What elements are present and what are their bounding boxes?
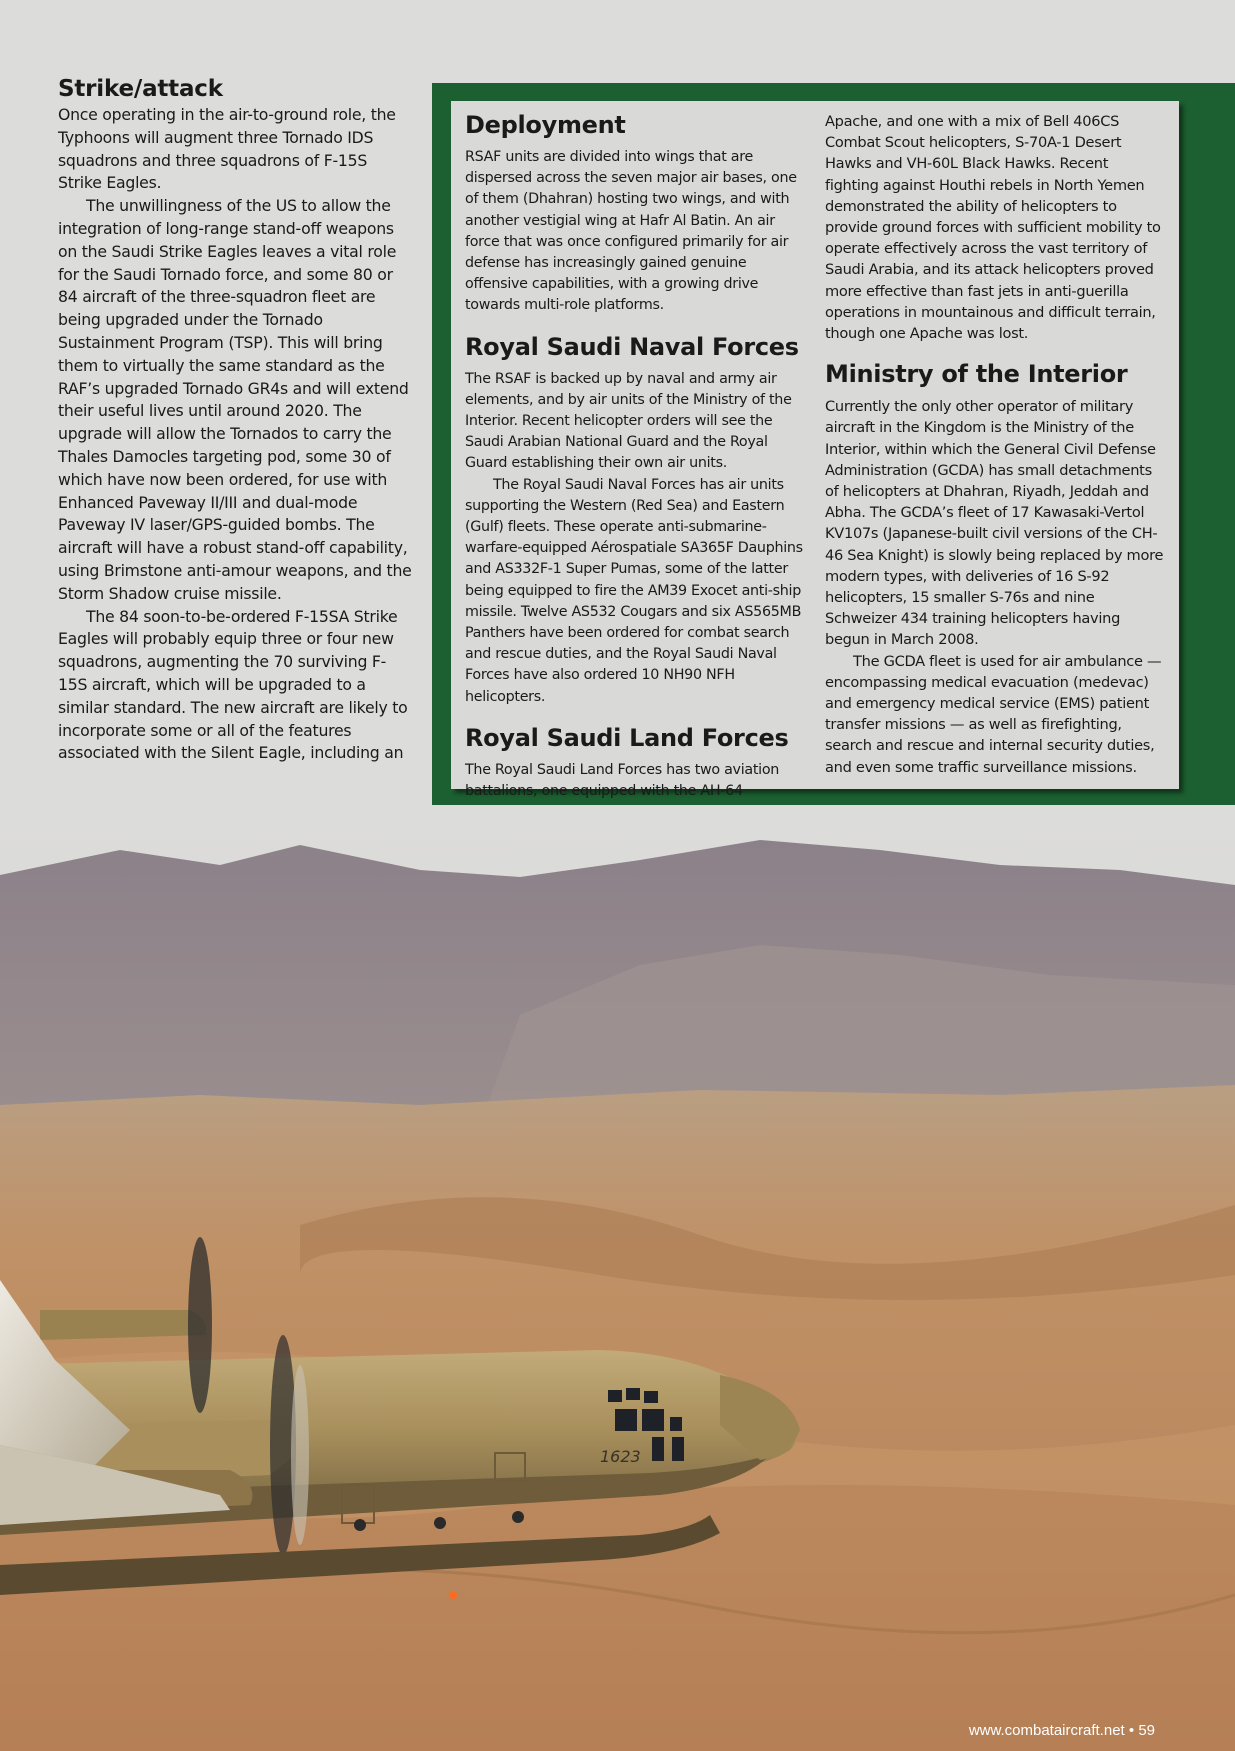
heading-naval-forces: Royal Saudi Naval Forces xyxy=(465,332,799,361)
article-paragraph-2: The unwillingness of the US to allow the integration of long-range stand-off weapons on the Saudi Strike Eagles leaves a vital role for the Saudi Tornado force, and some 80 or 84 aircraft of the three-squadron fleet are being upgraded under the Tornado Sustainment Program (TSP). This will bring them to virtually the same standard as the RAF’s upgraded Tornado GR4s and will extend their useful lives until around 2020. The upgrade will allow the Tornados to carry the Thales Damocles targeting pod, some 30 of which have now been ordered, for use with Enhanced Paveway II/III and dual-mode Paveway IV laser/GPS-guided bombs. The aircraft will have a robust stand-off capability, using Brimstone anti-amour weapons, and the Storm Shadow cruise missile. xyxy=(58,196,412,603)
heading-ministry-interior: Ministry of the Interior xyxy=(825,360,1128,389)
footer-separator: • xyxy=(1128,1722,1135,1739)
section-heading-strike-attack: Strike/attack xyxy=(58,76,223,102)
heading-land-forces: Royal Saudi Land Forces xyxy=(465,723,789,752)
interior-paragraph-2: The GCDA fleet is used for air ambulance — encompassing medical evacuation (medevac) and emergency medical service (EMS) patient transfer missions — as well as firefighting, search and rescue and internal security duties, and even some traffic surveillance missions. xyxy=(825,652,1162,776)
land-forces-text: The Royal Saudi Land Forces has two aviation battalions, one equipped with the AH-64 xyxy=(465,761,780,800)
aircraft-photo xyxy=(0,805,1235,1751)
page-footer xyxy=(969,1722,1155,1739)
heading-deployment: Deployment xyxy=(465,111,626,139)
sidebar-column-right xyxy=(825,111,1165,778)
footer-url[interactable]: www.combataircraft.net xyxy=(968,1722,1125,1739)
photo-illustration xyxy=(0,805,1235,1751)
article-paragraph-1: Once operating in the air-to-ground role, the Typhoons will augment three Tornado IDS squadrons and three squadrons of F-15S Strike Eagles. xyxy=(58,105,396,193)
deployment-text: RSAF units are divided into wings that are dispersed across the seven major air bases, one of them (Dhahran) hosting two wings, and with another vestigial wing at Hafr Al Batin. An air force that was once configured primarily for air defense has increasingly gained genuine offensive capabilities, with a growing drive towards multi-role platforms. xyxy=(465,149,797,314)
interior-paragraph-1: Currently the only other operator of military aircraft in the Kingdom is the Ministry of the Interior, within which the General Civil Defense Administration (GCDA) has small detachments of helicopters at Dhahran, Riyadh, Jeddah and Abha. The GCDA’s fleet of 17 Kawasaki-Vertol KV107s (Japanese-built civil versions of the CH-46 Sea Knight) is slowly being replaced by more modern types, with deliveries of 16 S-92 helicopters, 15 smaller S-76s and nine Schweizer 434 training helicopters having begun in March 2008. xyxy=(825,398,1164,649)
aircraft-serial-number: 1623 xyxy=(600,1447,641,1466)
land-forces-continued: Apache, and one with a mix of Bell 406CS Combat Scout helicopters, S-70A-1 Desert Hawks and VH-60L Black Hawks. Recent fighting against Houthi rebels in North Yemen demonstrated the ability of helicopters to provide ground forces with sufficient mobility to operate effectively across the vast territory of Saudi Arabia, and its attack helicopters proved more effective than fast jets in anti-guerilla operations in mountainous and difficult terrain, though one Apache was lost. xyxy=(825,113,1161,343)
article-column xyxy=(58,74,413,765)
sidebar-panel xyxy=(451,101,1179,800)
page-number: 59 xyxy=(1138,1722,1155,1739)
naval-paragraph-2: The Royal Saudi Naval Forces has air units supporting the Western (Red Sea) and Eastern (Gulf) fleets. These operate anti-submarine-warfare-equipped Aérospatiale SA365F Dauphins and AS332F-1 Super Pumas, some of the latter being equipped to fire the AM39 Exocet anti-ship missile. Twelve AS532 Cougars and six AS565MB Panthers have been ordered for combat search and rescue duties, and the Royal Saudi Naval Forces have also ordered 10 NH90 NFH helicopters. xyxy=(465,476,803,705)
sidebar-column-left xyxy=(465,109,803,802)
article-paragraph-3: The 84 soon-to-be-ordered F-15SA Strike Eagles will probably equip three or four new squadrons, augmenting the 70 surviving F-15S aircraft, which will be upgraded to a similar standard. The new aircraft are likely to incorporate some or all of the features associated with the Silent Eagle, including an xyxy=(58,606,408,763)
naval-paragraph-1: The RSAF is backed up by naval and army air elements, and by air units of the Ministry of the Interior. Recent helicopter orders will see the Saudi Arabian National Guard and the Royal Guard establishing their own air units. xyxy=(465,370,792,472)
